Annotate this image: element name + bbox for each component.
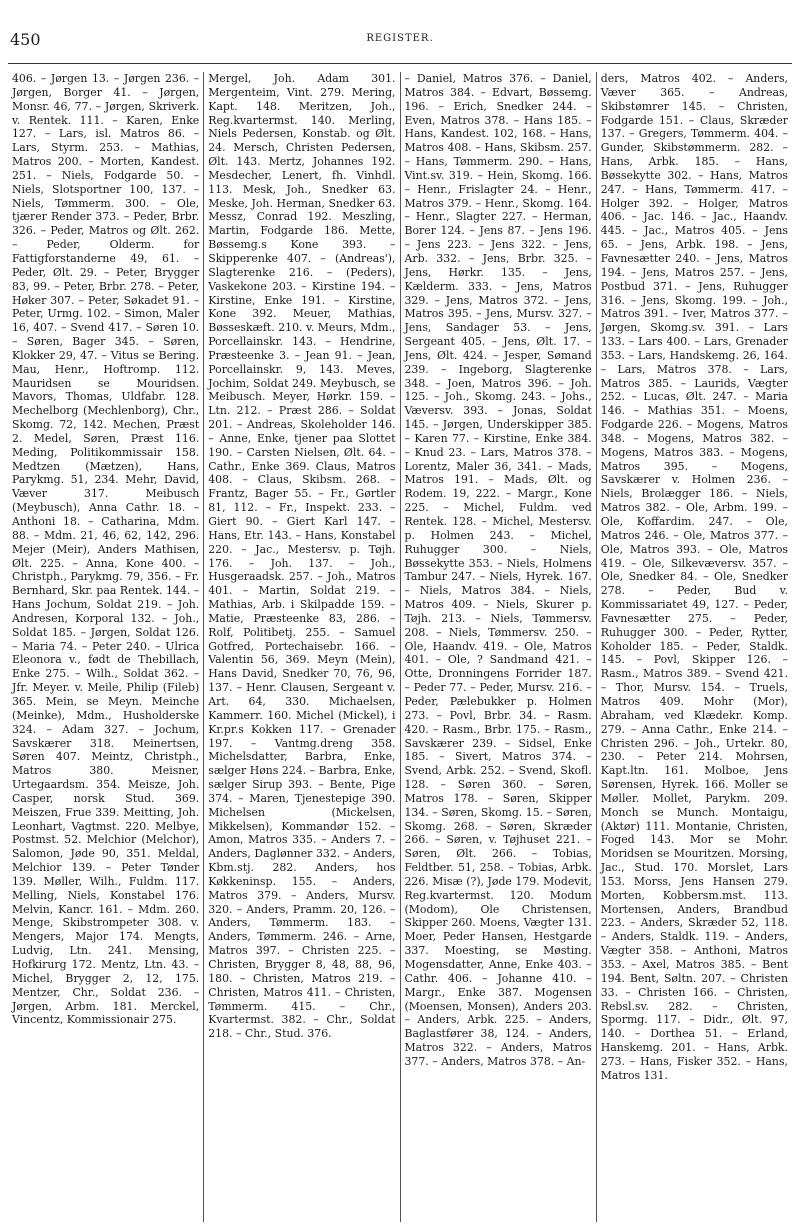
index-column-text: Mergel, Joh. Adam 301. Mergenteim, Vint. 279. Mering, Kapt. 148. Meritzen, Joh., Reg.kvartermst. 140. Merling, Niels Pedersen, Konstab. og Ølt. 24. Mersch, Christen Pedersen, Ølt. 143. Mertz, Johannes 192. Mesdecher, Lenert, fh. Vinhdl. 113. Mesk, Joh., Snedker 63. Meske, Joh. Herman, Snedker 63. Messz, Conrad 192. Meszling, Martin, Fodgarde 186. Mette, Bøssemg.s Kone 393. – Skipperenke 407. – (Andreas'), Slagterenke 216. – (Peders), Vaskekone 203. – Kirstine 194. – Kirstine, Enke 191. – Kirstine, Kone 392. Meuer, Mathias, Bøsseskæft. 210. v. Meurs, Mdm., Porcellainskr. 143. – Hendrine, Præsteenke 3. – Jean 91. – Jean, Porcellainskr. 9, 143. Meves, Jochim, Soldat 249. Meybusch, se Meibusch. Meyer, Hørkr. 159. – Ltn. 212. – Præst 286. – Soldat 201. – Andreas, Skoleholder 146. – Anne, Enke, tjener paa Slottet 190. – Carsten Nielsen, Ølt. 64. – Cathr., Enke 369. Claus, Matros 408. – Claus, Skibsm. 268. – Frantz, Bager 55. – Fr., Gørtler 81, 112. – Fr., Inspekt. 233. – Giert 90. – Giert Karl 147. – Hans, Etr. 143. – Hans, Konstabel 220. – Jac., Mestersv. p. Tøjh. 176. – Joh. 137. – Joh., Husgeraadsk. 257. – Joh., Matros 401. – Martin, Soldat 219. – Mathias, Arb. i Skilpadde 159. – Matie, Præsteenke 83, 286. – Rolf, Politibetj. 255. – Samuel Gotfred, Portechaisebr. 166. – Valentin 56, 369. Meyn (Mein), Hans David, Snedker 70, 76, 96, 137. – Henr. Clausen, Sergeant v. Art. 64, 330. Michaelsen, Kammerr. 160. Michel (Mickel), i Kr.pr.s Kokken 117. – Grenader 197. – Vantmg.dreng 358. Michelsdatter, Barbra, Enke, sælger Høns 224. – Barbra, Enke, sælger Sirup 393. – Bente, Pige 374. – Maren, Tjenestepige 390. Michelsen (Mickelsen, Mikkelsen), Kommandør 152. – Amon, Matros 335. – Anders 7. – Anders, Daglønner 332. – Anders, Kbm.stj. 282. Anders, hos Køkkeninsp. 155. – Anders, Matros 379. – Anders, Mursv. 320. – Anders, Pramm. 20, 126. – Anders, Tømmerm. 183. – Anders, Tømmerm. 246. – Arne, Matros 397. – Christen 225. – Christen, Brygger 8, 48, 88, 96, 180. – Christen, Matros 219. – Christen, Matros 411. – Christen, Tømmerm. 415. – Chr., Kvartermst. 382. – Chr., Soldat 218. – Chr., Stud. 376. — [208, 72, 396, 1041]
page-number: 450 — [10, 30, 41, 49]
index-column-2 — [203, 72, 399, 1222]
index-column-text: – Daniel, Matros 376. – Daniel, Matros 384. – Edvart, Bøssemg. 196. – Erich, Snedker 244. – Even, Matros 378. – Hans 185. – Hans, Kandest. 102, 168. – Hans, Matros 408. – Hans, Skibsm. 257. – Hans, Tømmerm. 290. – Hans, Vint.sv. 319. – Hein, Skomg. 166. – Henr., Frislagter 24. – Henr., Matros 379. – Henr., Skomg. 164. – Henr., Slagter 227. – Herman, Borer 124. – Jens 87. – Jens 196. – Jens 223. – Jens 322. – Jens, Arb. 332. – Jens, Brbr. 325. – Jens, Hørkr. 135. – Jens, Kælderm. 333. – Jens, Matros 329. – Jens, Matros 372. – Jens, Matros 395. – Jens, Mursv. 327. – Jens, Sandager 53. – Jens, Sergeant 405. – Jens, Ølt. 17. – Jens, Ølt. 424. – Jesper, Sømand 239. – Ingeborg, Slagterenke 348. – Joen, Matros 396. – Joh. 125. – Joh., Skomg. 243. – Johs., Væversv. 393. – Jonas, Soldat 145. – Jørgen, Underskipper 385. – Karen 77. – Kirstine, Enke 384. – Knud 23. – Lars, Matros 378. – Lorentz, Maler 36, 341. – Mads, Matros 191. – Mads, Ølt. og Rodem. 19, 222. – Margr., Kone 225. – Michel, Fuldm. ved Rentek. 128. – Michel, Mestersv. p. Holmen 243. – Michel, Ruhugger 300. – Niels, Bøssekytte 353. – Niels, Holmens Tambur 247. – Niels, Hyrek. 167. – Niels, Matros 384. – Niels, Matros 409. – Niels, Skurer p. Tøjh. 213. – Niels, Tømmersv. 208. – Niels, Tømmersv. 250. – Ole, Haandv. 419. – Ole, Matros 401. – Ole, ? Sandmand 421. – Otte, Dronningens Forrider 187. – Peder 77. – Peder, Mursv. 216. – Peder, Pælebukker p. Holmen 273. – Povl, Brbr. 34. – Rasm. 420. – Rasm., Brbr. 175. – Rasm., Savskærer 239. – Sidsel, Enke 185. – Sivert, Matros 374. – Svend, Arbk. 252. – Svend, Skofl. 128. – Søren 360. – Søren, Matros 178. – Søren, Skipper 134. – Søren, Skomg. 15. – Søren, Skomg. 268. – Søren, Skræder 266. – Søren, v. Tøjhuset 221. – Søren, Ølt. 266. – Tobias, Feldtber. 51, 258. – Tobias, Arbk. 226. Misæ (?), Jøde 179. Modevit, Reg.kvartermst. 120. Modum (Modom), Ole Christensen, Skipper 260. Moens, Vægter 131. Moer, Peder Hansen, Hestgarde 337. Moesting, se Møsting. Mogensdatter, Anne, Enke 403. – Cathr. 406. – Johanne 410. – Margr., Enke 387. Mogensen (Moensen, Monsen), Anders 203. – Anders, Arbk. 225. – Anders, Baglastfører 38, 124. – Anders, Matros 322. – Anders, Matros 377. – Anders, Matros 378. – An- — [404, 72, 592, 1068]
header-rule — [8, 63, 792, 64]
running-title: REGISTER. — [366, 33, 434, 44]
index-column-1 — [8, 72, 203, 1222]
index-columns — [8, 72, 792, 1222]
index-column-text: ders, Matros 402. – Anders, Væver 365. – Andreas, Skibstømrer 145. – Christen, Fodgarde 151. – Claus, Skræder 137. – Gregers, Tømmerm. 404. – Gunder, Skibstømmerm. 282. – Hans, Arbk. 185. – Hans, Bøssekytte 302. – Hans, Matros 247. – Hans, Tømmerm. 417. – Holger 392. – Holger, Matros 406. – Jac. 146. – Jac., Haandv. 445. – Jac., Matros 405. – Jens 65. – Jens, Arbk. 198. – Jens, Favnesætter 240. – Jens, Matros 194. – Jens, Matros 257. – Jens, Postbud 371. – Jens, Ruhugger 316. – Jens, Skomg. 199. – Joh., Matros 391. – Iver, Matros 377. – Jørgen, Skomg.sv. 391. – Lars 133. – Lars 400. – Lars, Grenader 353. – Lars, Handskemg. 26, 164. – Lars, Matros 378. – Lars, Matros 385. – Laurids, Vægter 252. – Lucas, Ølt. 247. – Maria 146. – Mathias 351. – Moens, Fodgarde 226. – Mogens, Matros 348. – Mogens, Matros 382. – Mogens, Matros 383. – Mogens, Matros 395. – Mogens, Savskærer v. Holmen 236. – Niels, Brolægger 186. – Niels, Matros 382. – Ole, Arbm. 199. – Ole, Koffardim. 247. – Ole, Matros 246. – Ole, Matros 377. – Ole, Matros 393. – Ole, Matros 419. – Ole, Silkevæversv. 357. – Ole, Snedker 84. – Ole, Snedker 278. – Peder, Bud v. Kommissariatet 49, 127. – Peder, Favnesætter 275. – Peder, Ruhugger 300. – Peder, Rytter, Koholder 185. – Peder, Staldk. 145. – Povl, Skipper 126. – Rasm., Matros 389. – Svend 421. – Thor, Mursv. 154. – Truels, Matros 409. Mohr (Mor), Abraham, ved Klædekr. Komp. 279. – Anna Cathr., Enke 214. – Christen 296. – Joh., Urtekr. 80, 230. – Peter 214. Mohrsen, Kapt.ltn. 161. Molboe, Jens Sørensen, Hyrek. 166. Moller se Møller. Mollet, Parykm. 209. Monch se Munch. Montaigu, (Aktør) 111. Montanie, Christen, Foged 143. Mor se Mohr. Moridsen se Mouritzen. Morsing, Jac., Stud. 170. Morslet, Lars 153. Morss, Jens Hansen 279. Morten, Kobbersm.mst. 113. Mortensen, Anders, Brandbud 223. – Anders, Skræder 52, 118. – Anders, Staldk. 119. – Anders, Vægter 358. – Anthoni, Matros 353. – Axel, Matros 385. – Bent 194. Bent, Søltn. 207. – Christen 33. – Christen 166. – Christen, Rebsl.sv. 282. – Christen, Spormg. 117. – Didr., Ølt. 97, 140. – Dorthea 51. – Erland, Hanskemg. 201. – Hans, Arbk. 273. – Hans, Fisker 352. – Hans, Matros 131. — [600, 72, 788, 1082]
index-column-text: 406. – Jørgen 13. – Jørgen 236. – Jørgen, Borger 41. – Jørgen, Monsr. 46, 77. – Jørgen, Skriverk. v. Rentek. 111. – Karen, Enke 127. – Lars, isl. Matros 86. – Lars, Styrm. 253. – Mathias, Matros 200. – Morten, Kandest. 251. – Niels, Fodgarde 50. – Niels, Slotsportner 100, 137. – Niels, Tømmerm. 300. – Ole, tjærer Render 373. – Peder, Brbr. 326. – Peder, Matros og Ølt. 262. – Peder, Olderm. for Fattigforstanderne 49, 61. – Peder, Ølt. 29. – Peter, Brygger 83, 99. – Peter, Brbr. 278. – Peter, Høker 307. – Peter, Søkadet 91. – Peter, Urmg. 102. – Simon, Maler 16, 407. – Svend 417. – Søren 10. – Søren, Bager 345. – Søren, Klokker 29, 47. – Vitus se Bering. Mau, Henr., Hoftromp. 112. Mauridsen se Mouridsen. Mavors, Thomas, Uldfabr. 128. Mechelborg (Mechlenborg), Chr., Skomg. 72, 142. Mechen, Præst 2. Medel, Søren, Præst 116. Meding, Politikommissair 158. Medtzen (Mætzen), Hans, Parykmg. 51, 234. Mehr, David, Væver 317. Meibusch (Meybusch), Anna Cathr. 18. – Anthoni 18. – Catharina, Mdm. 88. – Mdm. 21, 46, 62, 142, 296. Mejer (Meir), Anders Mathisen, Ølt. 225. – Anna, Kone 400. – Christph., Parykmg. 79, 356. – Fr. Bernhard, Skr. paa Rentek. 144. – Hans Jochum, Soldat 219. – Joh. Andresen, Korporal 132. – Joh., Soldat 185. – Jørgen, Soldat 126. – Maria 74. – Peter 240. – Ulrica Eleonora v., født de Thebillach, Enke 275. – Wilh., Soldat 362. – Jfr. Meyer. v. Meile, Philip (Fileb) 365. Mein, se Meyn. Meinche (Meinke), Mdm., Husholderske 324. – Adam 327. – Jochum, Savskærer 318. Meinertsen, Søren 407. Meintz, Christph., Matros 380. Meisner, Urtegaardsm. 354. Meisze, Joh. Casper, norsk Stud. 369. Meiszen, Frue 339. Meitting, Joh. Leonhart, Vagtmst. 220. Melbye, Postmst. 52. Melchior (Melchor), Salomon, Jøde 90, 351. Meldal, Melchior 139. – Peter Tønder 139. Møller, Wilh., Fuldm. 117. Melling, Niels, Konstabel 176. Melvin, Kancr. 161. – Mdm. 260. Menge, Skibstrompeter 308. v. Mengers, Major 174. Mengts, Ludvig, Ltn. 241. Mensing, Hofkirurg 172. Mentz, Ltn. 43. – Michel, Brygger 2, 12, 175. Mentzer, Chr., Soldat 236. – Jørgen, Arbm. 181. Merckel, Vincentz, Kommissionair 275. — [12, 72, 200, 1027]
index-column-4 — [596, 72, 792, 1222]
index-column-3 — [400, 72, 596, 1222]
